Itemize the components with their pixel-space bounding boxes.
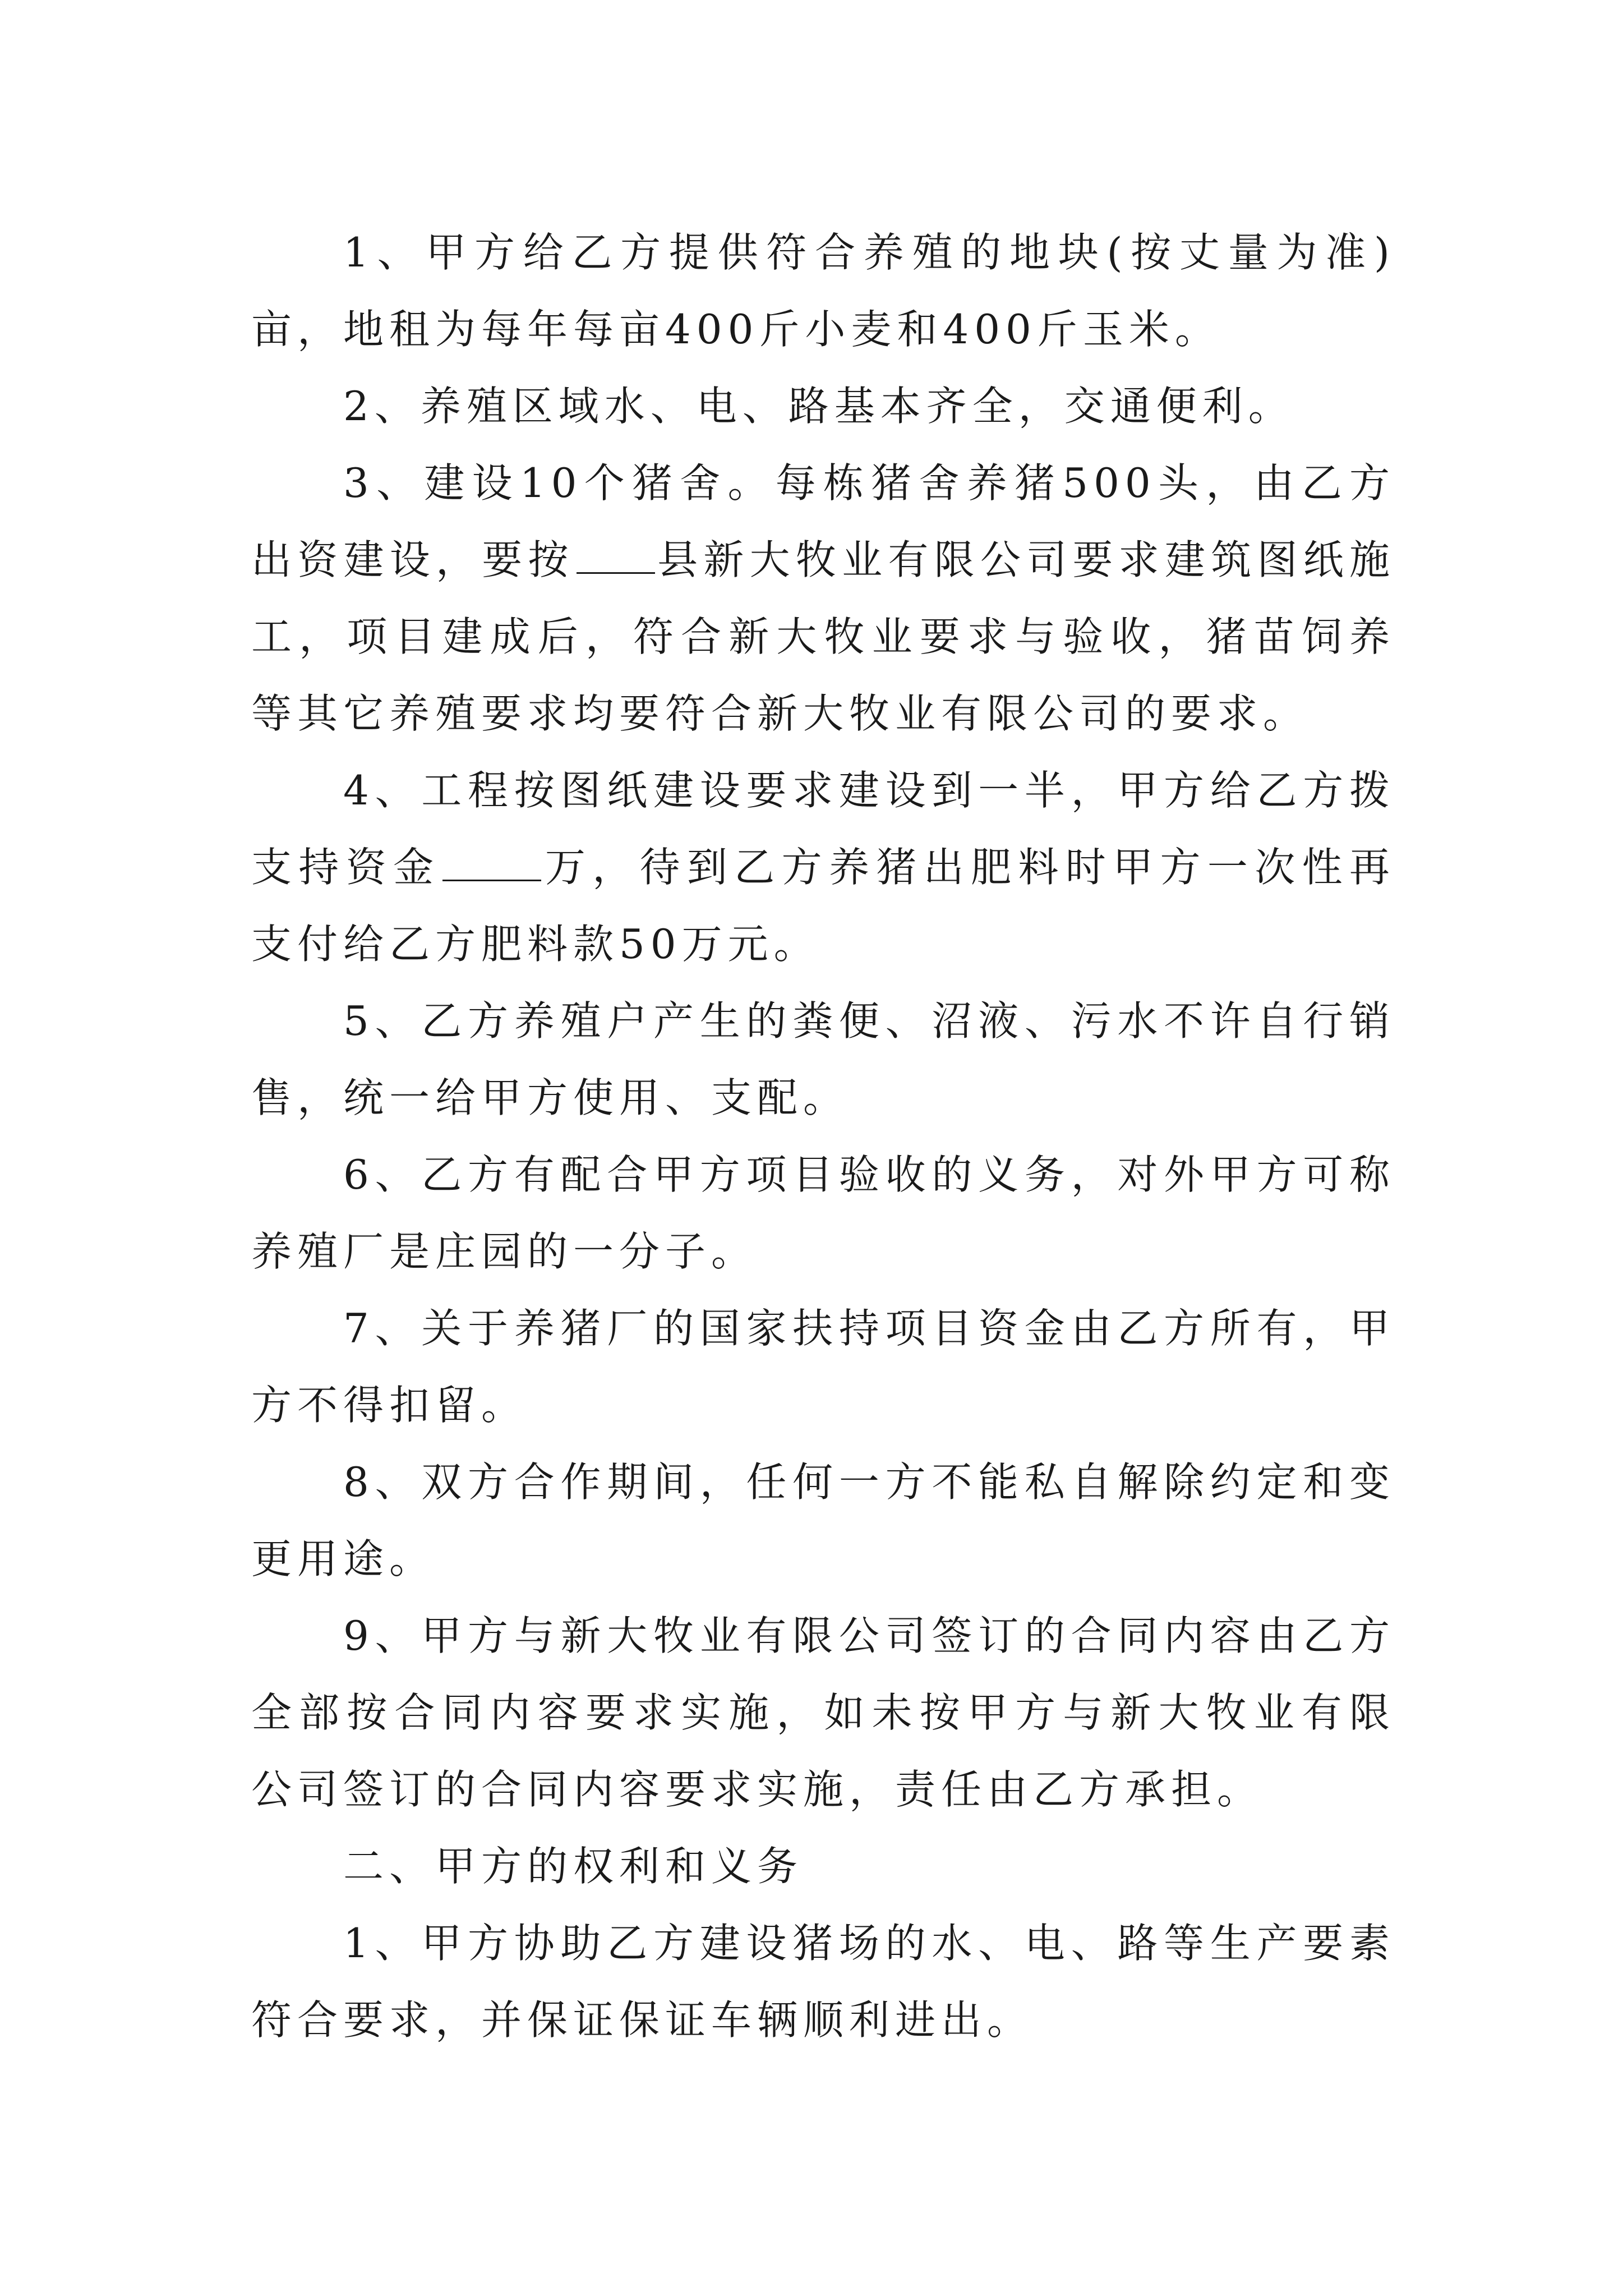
party-a-clause-1: 1、甲方协助乙方建设猪场的水、电、路等生产要素符合要求，并保证保证车辆顺利进出。 [251,1920,1395,2044]
clause-4-text-before-blank: 4、工程按图纸建设要求建设到一半，甲方给乙方拨支持资金 [251,767,1395,891]
clause-2-infrastructure: 2、养殖区域水、电、路基本齐全，交通便利。 [343,383,1294,430]
clause-6-acceptance: 6、乙方有配合甲方项目验收的义务，对外甲方可称养殖厂是庄园的一分子。 [251,1151,1395,1275]
clause-4-text-after-blank: 万，待到乙方养猪出肥料时甲方一次性再支付给乙方肥料款50万元。 [251,844,1395,968]
clause-8-termination: 8、双方合作期间，任何一方不能私自解除约定和变更用途。 [251,1458,1395,1582]
clause-3-text-before-blank: 3、建设10个猪舍。每栋猪舍养猪500头，由乙方出资建设，要按 [251,459,1395,583]
clause-3-text-after-blank: 县新大牧业有限公司要求建筑图纸施工，项目建成后，符合新大牧业要求与验收，猪苗饲养等其它养殖要求均要符合新大牧业有限公司的要求。 [251,536,1395,737]
section-heading-party-a-rights: 二、甲方的权利和义务 [343,1843,804,1890]
document-body [251,214,1395,2059]
clause-3-pig-houses [251,445,1395,752]
county-name-blank [577,536,655,574]
clause-5-manure: 5、乙方养殖户产生的粪便、沼液、污水不许自行销售，统一给甲方使用、支配。 [251,997,1395,1121]
clause-4-funding [251,752,1395,983]
clause-7-subsidy: 7、关于养猪厂的国家扶持项目资金由乙方所有，甲方不得扣留。 [251,1305,1395,1429]
funding-amount-blank [442,844,541,881]
clause-1-land-lease: 1、甲方给乙方提供符合养殖的地块(按丈量为准)亩，地租为每年每亩400斤小麦和400斤玉米。 [251,229,1395,353]
clause-9-contract: 9、甲方与新大牧业有限公司签订的合同内容由乙方全部按合同内容要求实施，如未按甲方与新大牧业有限公司签订的合同内容要求实施，责任由乙方承担。 [251,1612,1395,1813]
